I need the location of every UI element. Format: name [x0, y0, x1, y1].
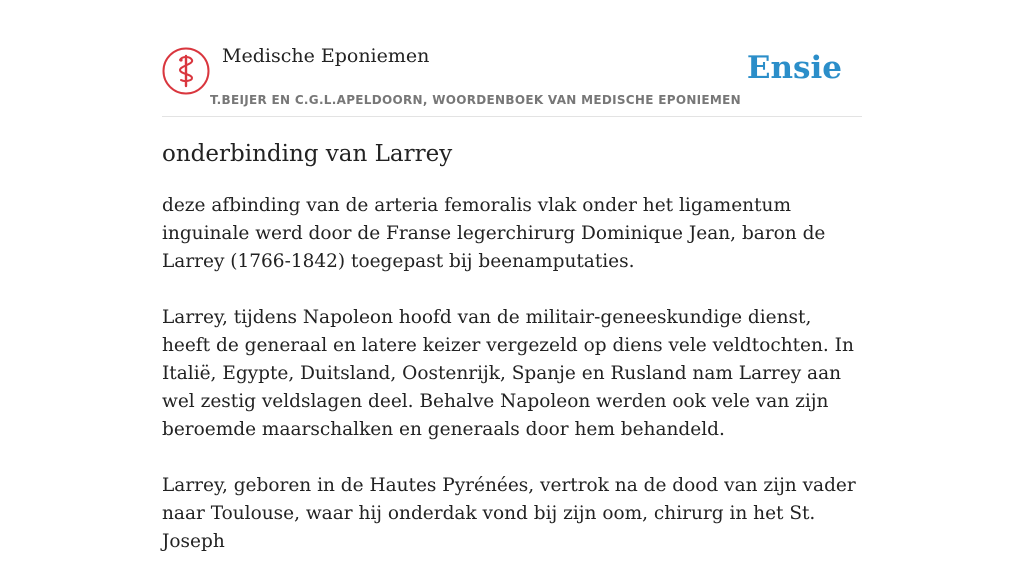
entry-content — [162, 138, 862, 584]
entry-paragraph: Larrey, tijdens Napoleon hoofd van de militair-geneeskundige dienst, heeft de generaal en latere keizer vergezeld op diens vele veldtochten. In Italië, Egypte, Duitsland, Oostenrijk, Spanje en Rusland nam Larrey aan wel zestig veldslagen deel. Behalve Napoleon werden ook vele van zijn beroemde maarschalken en generaals door hem behandeld. — [162, 307, 854, 440]
entry-paragraph: Larrey, geboren in de Hautes Pyrénées, vertrok na de dood van zijn vader naar Toulouse, waar hij onderdak vond bij zijn oom, chirurg in het St. Joseph — [162, 475, 856, 552]
site-subtitle: T.BEIJER EN C.G.L.APELDOORN, WOORDENBOEK VAN MEDISCHE EPONIEMEN — [210, 93, 742, 107]
entry-paragraph: deze afbinding van de arteria femoralis vlak onder het ligamentum inguinale werd door de Franse legerchirurg Dominique Jean, baron de Larrey (1766-1842) toegepast bij beenamputaties. — [162, 195, 826, 272]
site-header — [162, 0, 862, 117]
site-title[interactable]: Medische Eponiemen — [222, 45, 430, 67]
entry-title: onderbinding van Larrey — [162, 141, 453, 167]
rod-of-asclepius-icon[interactable] — [162, 47, 210, 95]
ensie-logo[interactable]: Ensie — [746, 50, 842, 86]
